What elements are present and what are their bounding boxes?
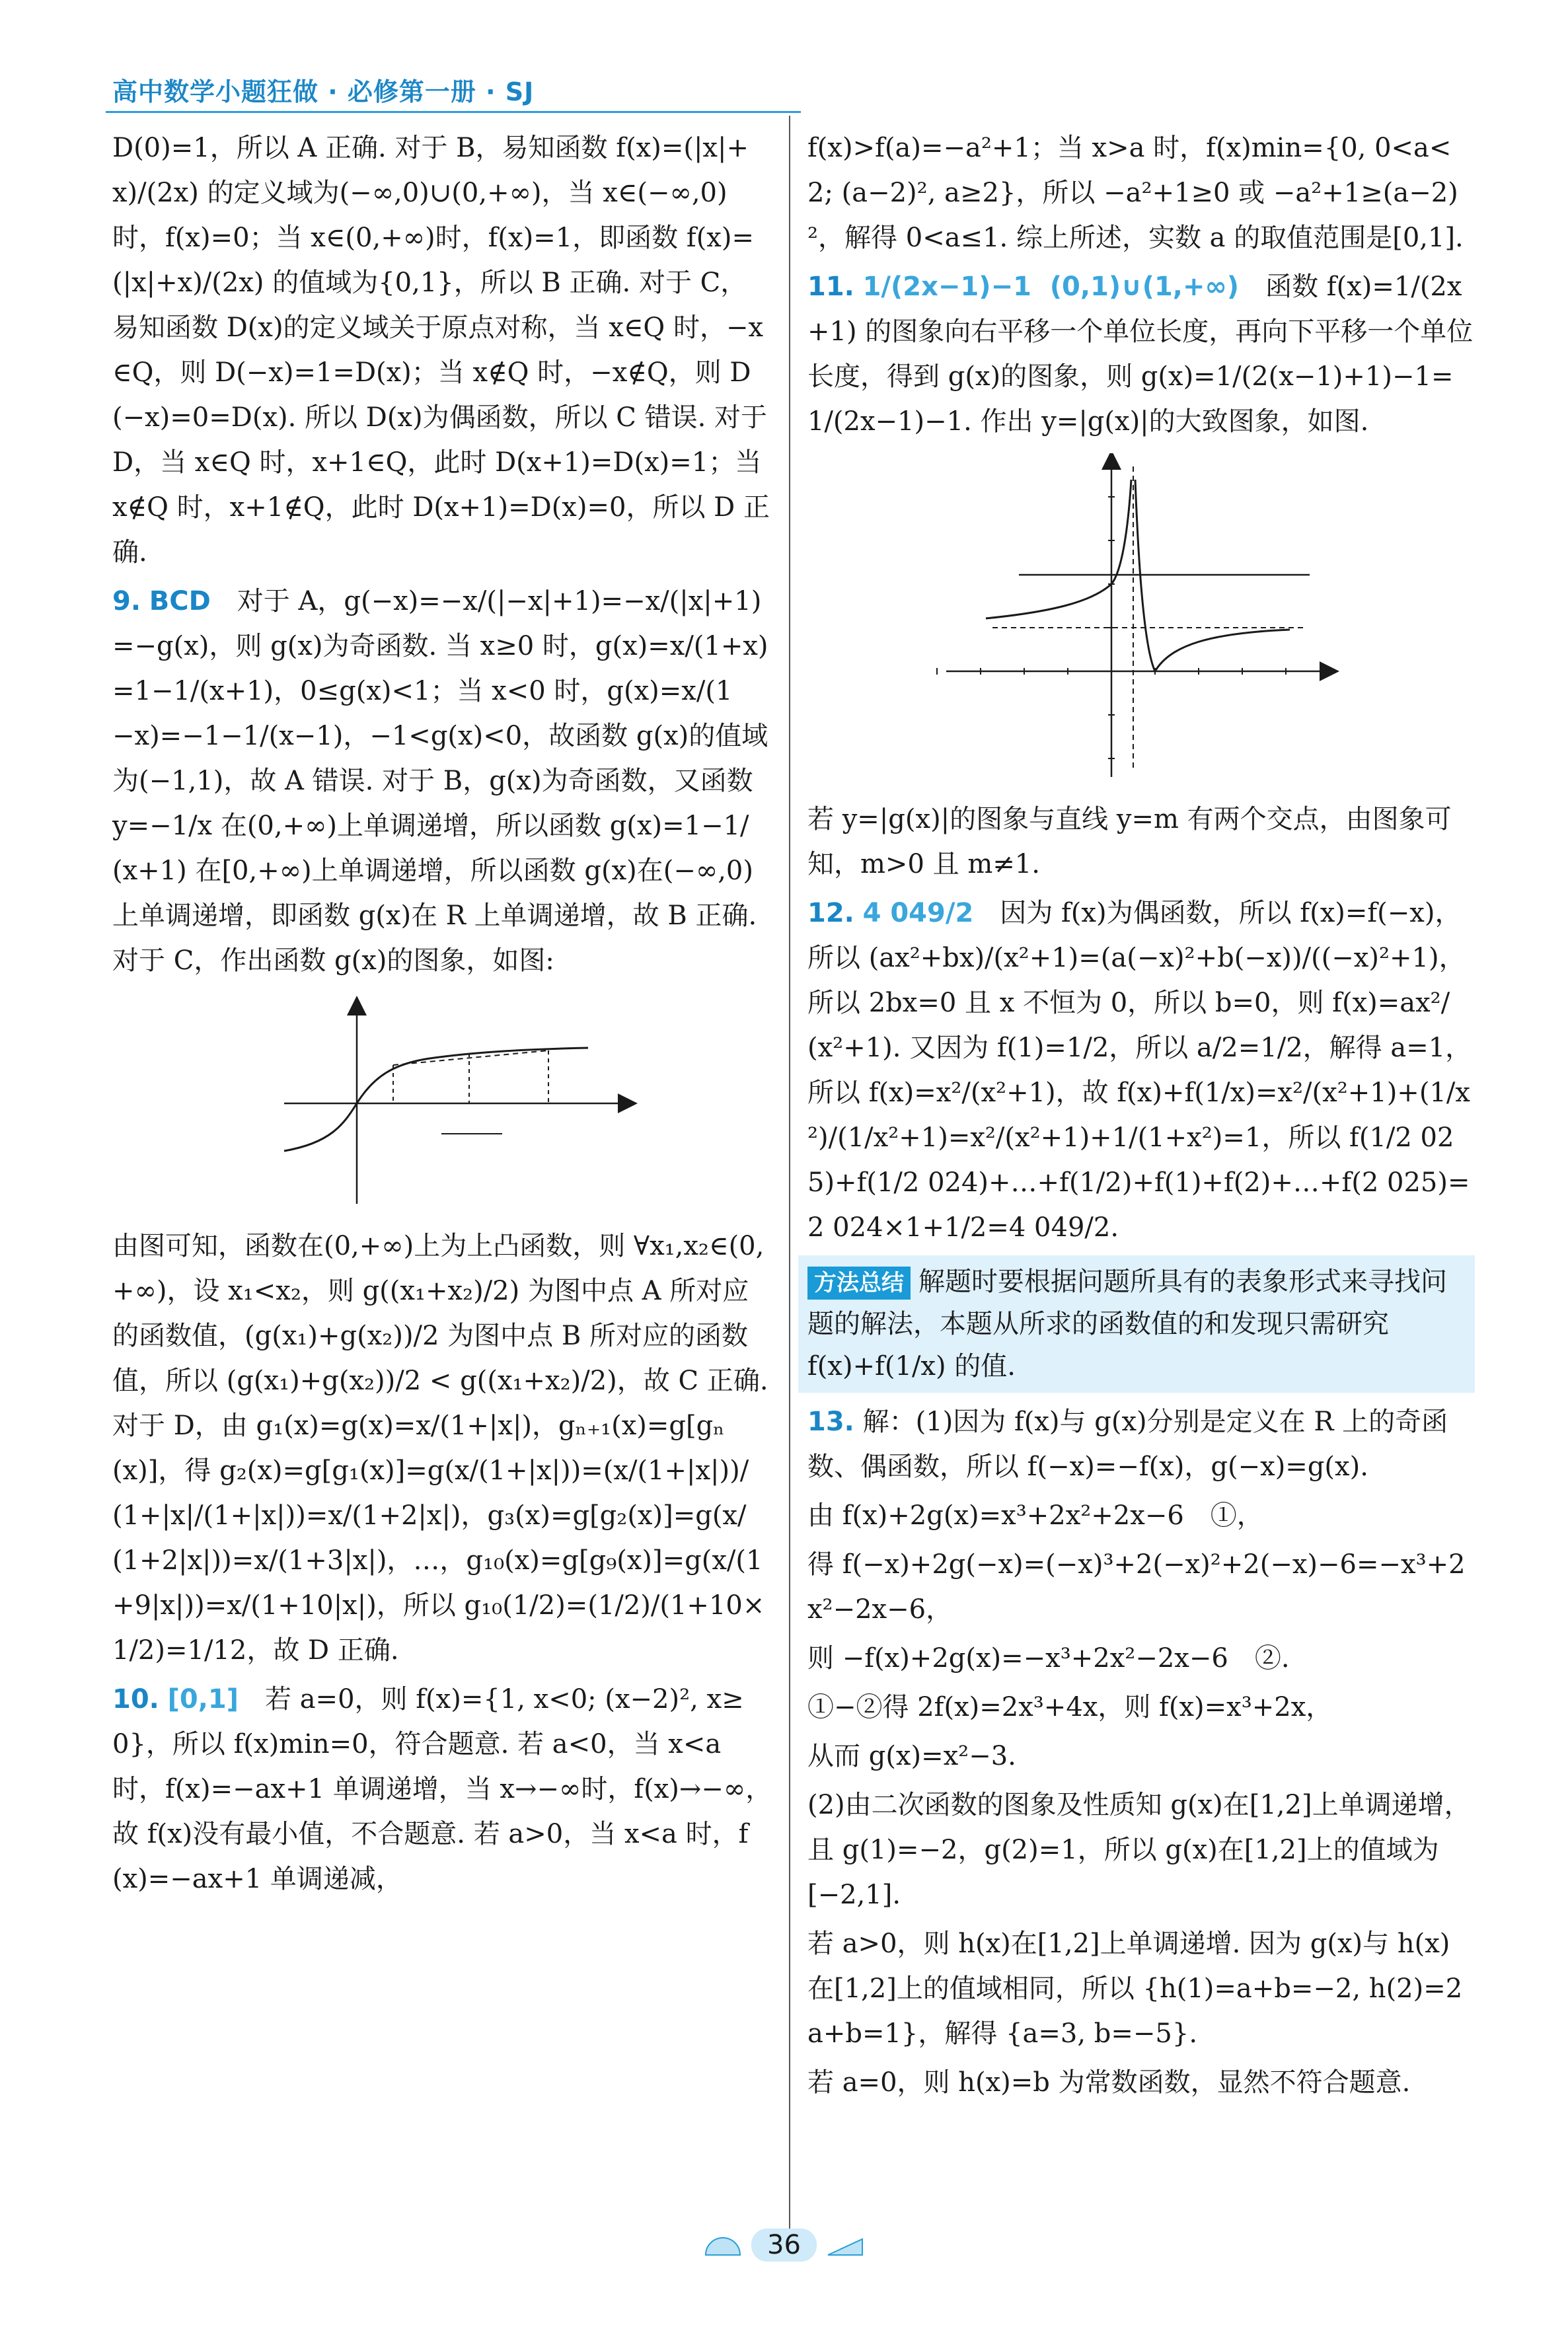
question-12 [807, 891, 1475, 1250]
method-summary-tag: 方法总结 [807, 1267, 911, 1300]
q13-number: 13. [807, 1407, 854, 1437]
curve-g [284, 1048, 588, 1151]
set-square-icon [825, 2236, 865, 2256]
header-rule [106, 111, 801, 113]
right-column [807, 126, 1475, 2109]
q12-text: 因为 f(x)为偶函数，所以 f(x)=f(−x)，所以 (ax²+bx)/(x²+1)=(a(−x)²+b(−x))/((−x)²+1)，所以 2bx=0 且 x 不恒为 0，所以 b=0，则 f(x)=ax²/(x²+1). 又因为 f(1)=1/2，所以 a/2=1/2，解得 a=1，所以 f(x)=x²/(x²+1)，故 f(x)+f(1/x)=x²/(x²+1)+(1/x²)/(1/x²+1)=x²/(x²+1)+1/(1+x²)=1，所以 f(1/2 025)+f(1/2 024)+…+f(1/2)+f(1)+f(2)+…+f(2 025)=2 024×1+1/2=4 049/2. [807, 898, 1472, 1243]
chord-line [393, 1051, 548, 1065]
page-footer [0, 2230, 1568, 2260]
q11-text: 函数 f(x)=1/(2x+1) 的图象向右平移一个单位长度，再向下平移一个单位长度，得到 g(x)的图象，则 g(x)=1/(2(x−1)+1)−1=1/(2x−1)−1. 作出 y=|g(x)|的大致图象，如图. [807, 272, 1474, 437]
question-10 [112, 1677, 773, 1901]
q12-answer: 4 049/2 [862, 898, 974, 928]
q13-line: 则 −f(x)+2g(x)=−x³+2x²−2x−6 ②. [807, 1643, 1290, 1674]
q11-text-2: 若 y=|g(x)|的图象与直线 y=m 有两个交点，由图象可知，m>0 且 m≠1. [807, 804, 1452, 879]
intro-paragraph: D(0)=1，所以 A 正确. 对于 B，易知函数 f(x)=(|x|+x)/(2x) 的定义域为(−∞,0)∪(0,+∞)，当 x∈(−∞,0)时，f(x)=0；当 x∈(0,+∞)时，f(x)=1，即函数 f(x)=(|x|+x)/(2x) 的值域为{0,1}，所以 B 正确. 对于 C，易知函数 D(x)的定义域关于原点对称，当 x∈Q 时，−x∈Q，则 D(−x)=1=D(x)；当 x∉Q 时，−x∉Q，则 D(−x)=0=D(x). 所以 D(x)为偶函数，所以 C 错误. 对于 D，当 x∈Q 时，x+1∈Q，此时 D(x+1)=D(x)=1；当 x∉Q 时，x+1∉Q，此时 D(x+1)=D(x)=0，所以 D 正确. [112, 133, 776, 568]
q13-line: 解：(1)因为 f(x)与 g(x)分别是定义在 R 上的奇函数、偶函数，所以 f(−x)=−f(x)，g(−x)=g(x). [807, 1407, 1448, 1482]
q13-line: 得 f(−x)+2g(−x)=(−x)³+2(−x)²+2(−x)−6=−x³+2x²−2x−6， [807, 1549, 1466, 1625]
q11-number: 11. [807, 272, 854, 302]
q13-line: 若 a>0，则 h(x)在[1,2]上单调递增. 因为 g(x)与 h(x)在[1,2]上的值域相同，所以 {h(1)=a+b=−2, h(2)=2a+b=1}，解得 {a=3, b=−5}. [807, 1929, 1463, 2049]
q13-line: (2)由二次函数的图象及性质知 g(x)在[1,2]上单调递增，且 g(1)=−2，g(2)=1，所以 g(x)在[1,2]上的值域为[−2,1]. [807, 1790, 1471, 1910]
q9-text-2: 由图可知，函数在(0,+∞)上为上凸函数，则 ∀x₁,x₂∈(0,+∞)，设 x₁<x₂，则 g((x₁+x₂)/2) 为图中点 A 所对应的函数值，(g(x₁)+g(x₂))/2 为图中点 B 所对应的函数值，所以 (g(x₁)+g(x₂))/2 < g((x₁+x₂)/2)，故 C 正确. 对于 D，由 g₁(x)=g(x)=x/(1+|x|)，gₙ₊₁(x)=g[gₙ(x)]，得 g₂(x)=g[g₁(x)]=g(x/(1+|x|))=(x/(1+|x|))/(1+|x|/(1+|x|))=x/(1+2|x|)，g₃(x)=g[g₂(x)]=g(x/(1+2|x|))=x/(1+3|x|)，…，g₁₀(x)=g[g₉(x)]=g(x/(1+9|x|))=x/(1+10|x|)，所以 g₁₀(1/2)=(1/2)/(1+10×1/2)=1/12，故 D 正确. [112, 1231, 777, 1666]
page-number: 36 [751, 2229, 817, 2262]
q12-number: 12. [807, 898, 854, 928]
method-summary-box [798, 1255, 1475, 1393]
q13-line: 由 f(x)+2g(x)=x³+2x²+2x−6 ①， [807, 1500, 1263, 1531]
q13-line: ①−②得 2f(x)=2x³+4x，则 f(x)=x³+2x， [807, 1692, 1333, 1722]
q9-text-1: 对于 A，g(−x)=−x/(|−x|+1)=−x/(|x|+1)=−g(x)，则 g(x)为奇函数. 当 x≥0 时，g(x)=x/(1+x)=1−1/(x+1)，0≤g(x)<1；当 x<0 时，g(x)=x/(1−x)=−1−1/(x−1)，−1<g(x)<0，故函数 g(x)的值域为(−1,1)，故 A 错误. 对于 B，g(x)为奇函数，又函数 y=−1/x 在(0,+∞)上单调递增，所以函数 g(x)=1−1/(x+1) 在[0,+∞)上单调递增，所以函数 g(x)在(−∞,0)上单调递增，即函数 g(x)在 R 上单调递增，故 B 正确. 对于 C，作出函数 g(x)的图象，如图: [112, 586, 768, 976]
running-header: 高中数学小题狂做 · 必修第一册 · SJ [112, 77, 535, 106]
q9-number: 9. [112, 586, 141, 616]
q13-line: 若 a=0，则 h(x)=b 为常数函数，显然不符合题意. [807, 2067, 1411, 2098]
q10-answer: [0,1] [167, 1684, 239, 1715]
method-summary-text: 解题时要根据问题所具有的表象形式来寻找问题的解法，本题从所求的函数值的和发现只需研究 f(x)+f(1/x) 的值. [807, 1267, 1447, 1382]
q10-text: 若 a=0，则 f(x)={1, x<0; (x−2)², x≥0}，所以 f(x)min=0，符合题意. 若 a<0，当 x<a 时，f(x)=−ax+1 单调递增，当 x→−∞时，f(x)→−∞，故 f(x)没有最小值，不合题意. 若 a>0，当 x<a 时，f(x)=−ax+1 单调递减， [112, 1684, 772, 1894]
q10-number: 10. [112, 1684, 159, 1715]
left-column [112, 126, 777, 1905]
q13-line: 从而 g(x)=x²−3. [807, 1741, 1016, 1771]
figure-g-x-graph [278, 992, 648, 1210]
q10-continuation: f(x)>f(a)=−a²+1；当 x>a 时，f(x)min={0, 0<a<2; (a−2)², a≥2}，所以 −a²+1≥0 或 −a²+1≥(a−2)²，解得 0<a≤1. 综上所述，实数 a 的取值范围是[0,1]. [807, 133, 1464, 253]
question-11 [807, 264, 1475, 444]
curve-left-branch [986, 480, 1131, 618]
figure-abs-g-graph [933, 453, 1343, 784]
question-13 [807, 1399, 1475, 1489]
column-divider [789, 116, 790, 2240]
protractor-icon [703, 2236, 743, 2256]
q9-answer: BCD [149, 586, 211, 616]
question-9 [112, 579, 773, 983]
q11-answer: 1/(2x−1)−1 (0,1)∪(1,+∞) [862, 272, 1240, 302]
